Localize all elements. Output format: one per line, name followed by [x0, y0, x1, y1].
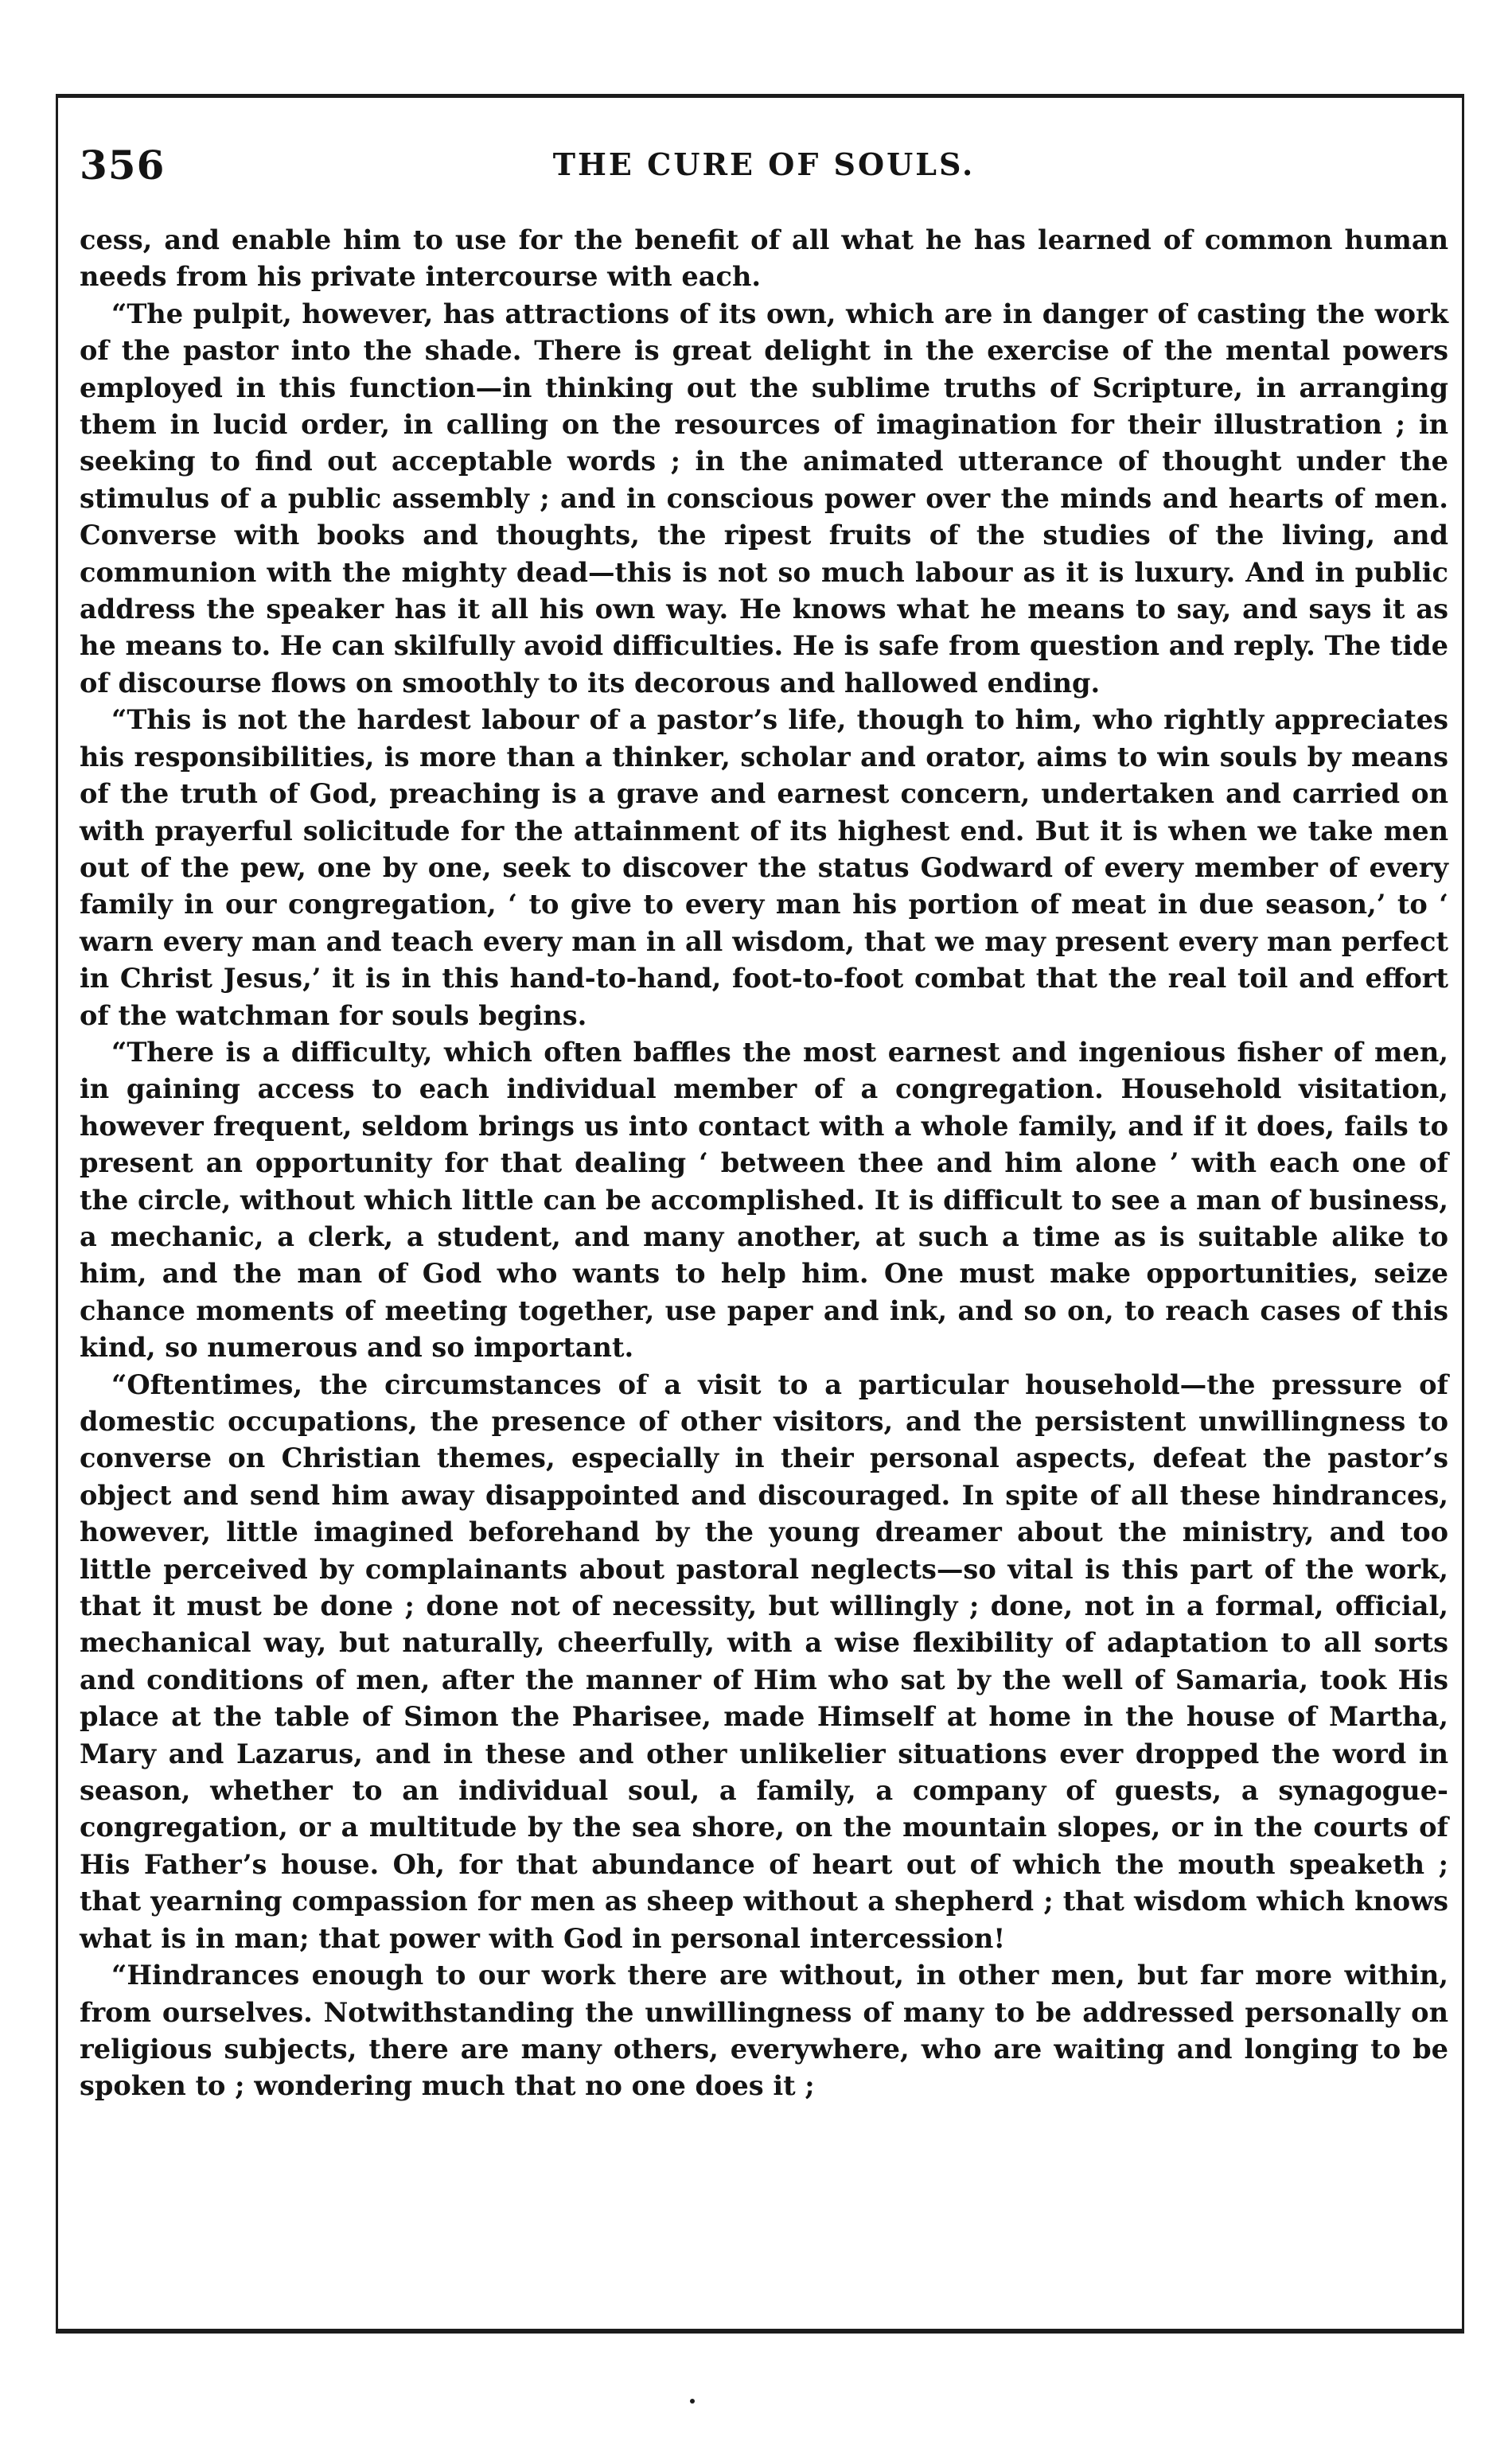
- paragraph: “This is not the hardest labour of a pastor’s life, though to him, who rightly appreciates his responsibilities, is more than a thinker, scholar and orator, aims to win souls by means of the truth of God, preaching is a grave and earnest concern, undertaken and carried on with prayerful solicitude for the attainment of its highest end. But it is when we take men out of the pew, one by one, seek to discover the status Godward of every member of every family in our congregation, ‘ to give to every man his portion of meat in due season,’ to ‘ warn every man and teach every man in all wisdom, that we may present every man perfect in Christ Jesus,’ it is in this hand-to-hand, foot-to-foot combat that the real toil and effort of the watchman for souls begins.: [80, 703, 1448, 1031]
- body-text: [80, 221, 1448, 2104]
- paragraph: “Hindrances enough to our work there are without, in other men, but far more within, from ourselves. Notwithstanding the unwillingness of many to be addressed personally on religious subjects, there are many others, everywhere, who are waiting and longing to be spoken to ; wondering much that no one does it ;: [80, 1959, 1448, 2102]
- running-head: THE CURE OF SOULS.: [552, 146, 976, 182]
- paragraph: “Oftentimes, the circumstances of a visit to a particular household—the pressure of domestic occupations, the presence of other visitors, and the persistent unwillingness to converse on Christian themes, especially in their personal aspects, defeat the pastor’s object and send him away disappointed and discouraged. In spite of all these hindrances, however, little imagined beforehand by the young dreamer about the ministry, and too little perceived by complainants about pastoral neglects—so vital is this part of the work, that it must be done ; done not of necessity, but willingly ; done, not in a formal, official, mechanical way, but naturally, cheerfully, with a wise flexibility of adaptation to all sorts and conditions of men, after the manner of Him who sat by the well of Samaria, took His place at the table of Simon the Pharisee, made Himself at home in the house of Martha, Mary and Lazarus, and in these and other unlikelier situations ever dropped the word in season, whether to an individual soul, a family, a company of guests, a synagogue-congregation, or a multitude by the sea shore, on the mountain slopes, or in the courts of His Father’s house. Oh, for that abundance of heart out of which the mouth speaketh ; that yearning compassion for men as sheep without a shepherd ; that wisdom which knows what is in man; that power with God in personal intercession!: [80, 1368, 1448, 1954]
- paragraph: “There is a difficulty, which often baffles the most earnest and ingenious fisher of men, in gaining access to each individual member of a congregation. Household visitation, however frequent, seldom brings us into contact with a whole family, and if it does, fails to present an opportunity for that dealing ‘ between thee and him alone ’ with each one of the circle, without which little can be accomplished. It is difficult to see a man of business, a mechanic, a clerk, a student, and many another, at such a time as is suitable alike to him, and the man of God who wants to help him. One must make opportunities, seize chance moments of meeting together, use paper and ink, and so on, to reach cases of this kind, so numerous and so important.: [80, 1035, 1448, 1364]
- bottom-border-rule: [56, 2331, 1464, 2334]
- page-number: 356: [80, 142, 166, 189]
- page-header: [80, 142, 1448, 197]
- page-mark: [690, 2399, 695, 2404]
- paragraph: cess, and enable him to use for the benefit of all what he has learned of common human needs from his private intercourse with each.: [80, 224, 1448, 293]
- paragraph: “The pulpit, however, has attractions of its own, which are in danger of casting the work of the pastor into the shade. There is great delight in the exercise of the mental powers employed in this function—in thinking out the sublime truths of Scripture, in arranging them in lucid order, in calling on the resources of imagination for their illustration ; in seeking to find out acceptable words ; in the animated utterance of thought under the stimulus of a public assembly ; and in conscious power over the minds and hearts of men. Converse with books and thoughts, the ripest fruits of the studies of the living, and communion with the mighty dead—this is not so much labour as it is luxury. And in public address the speaker has it all his own way. He knows what he means to say, and says it as he means to. He can skilfully avoid difficulties. He is safe from question and reply. The tide of discourse flows on smoothly to its decorous and hallowed ending.: [80, 297, 1449, 699]
